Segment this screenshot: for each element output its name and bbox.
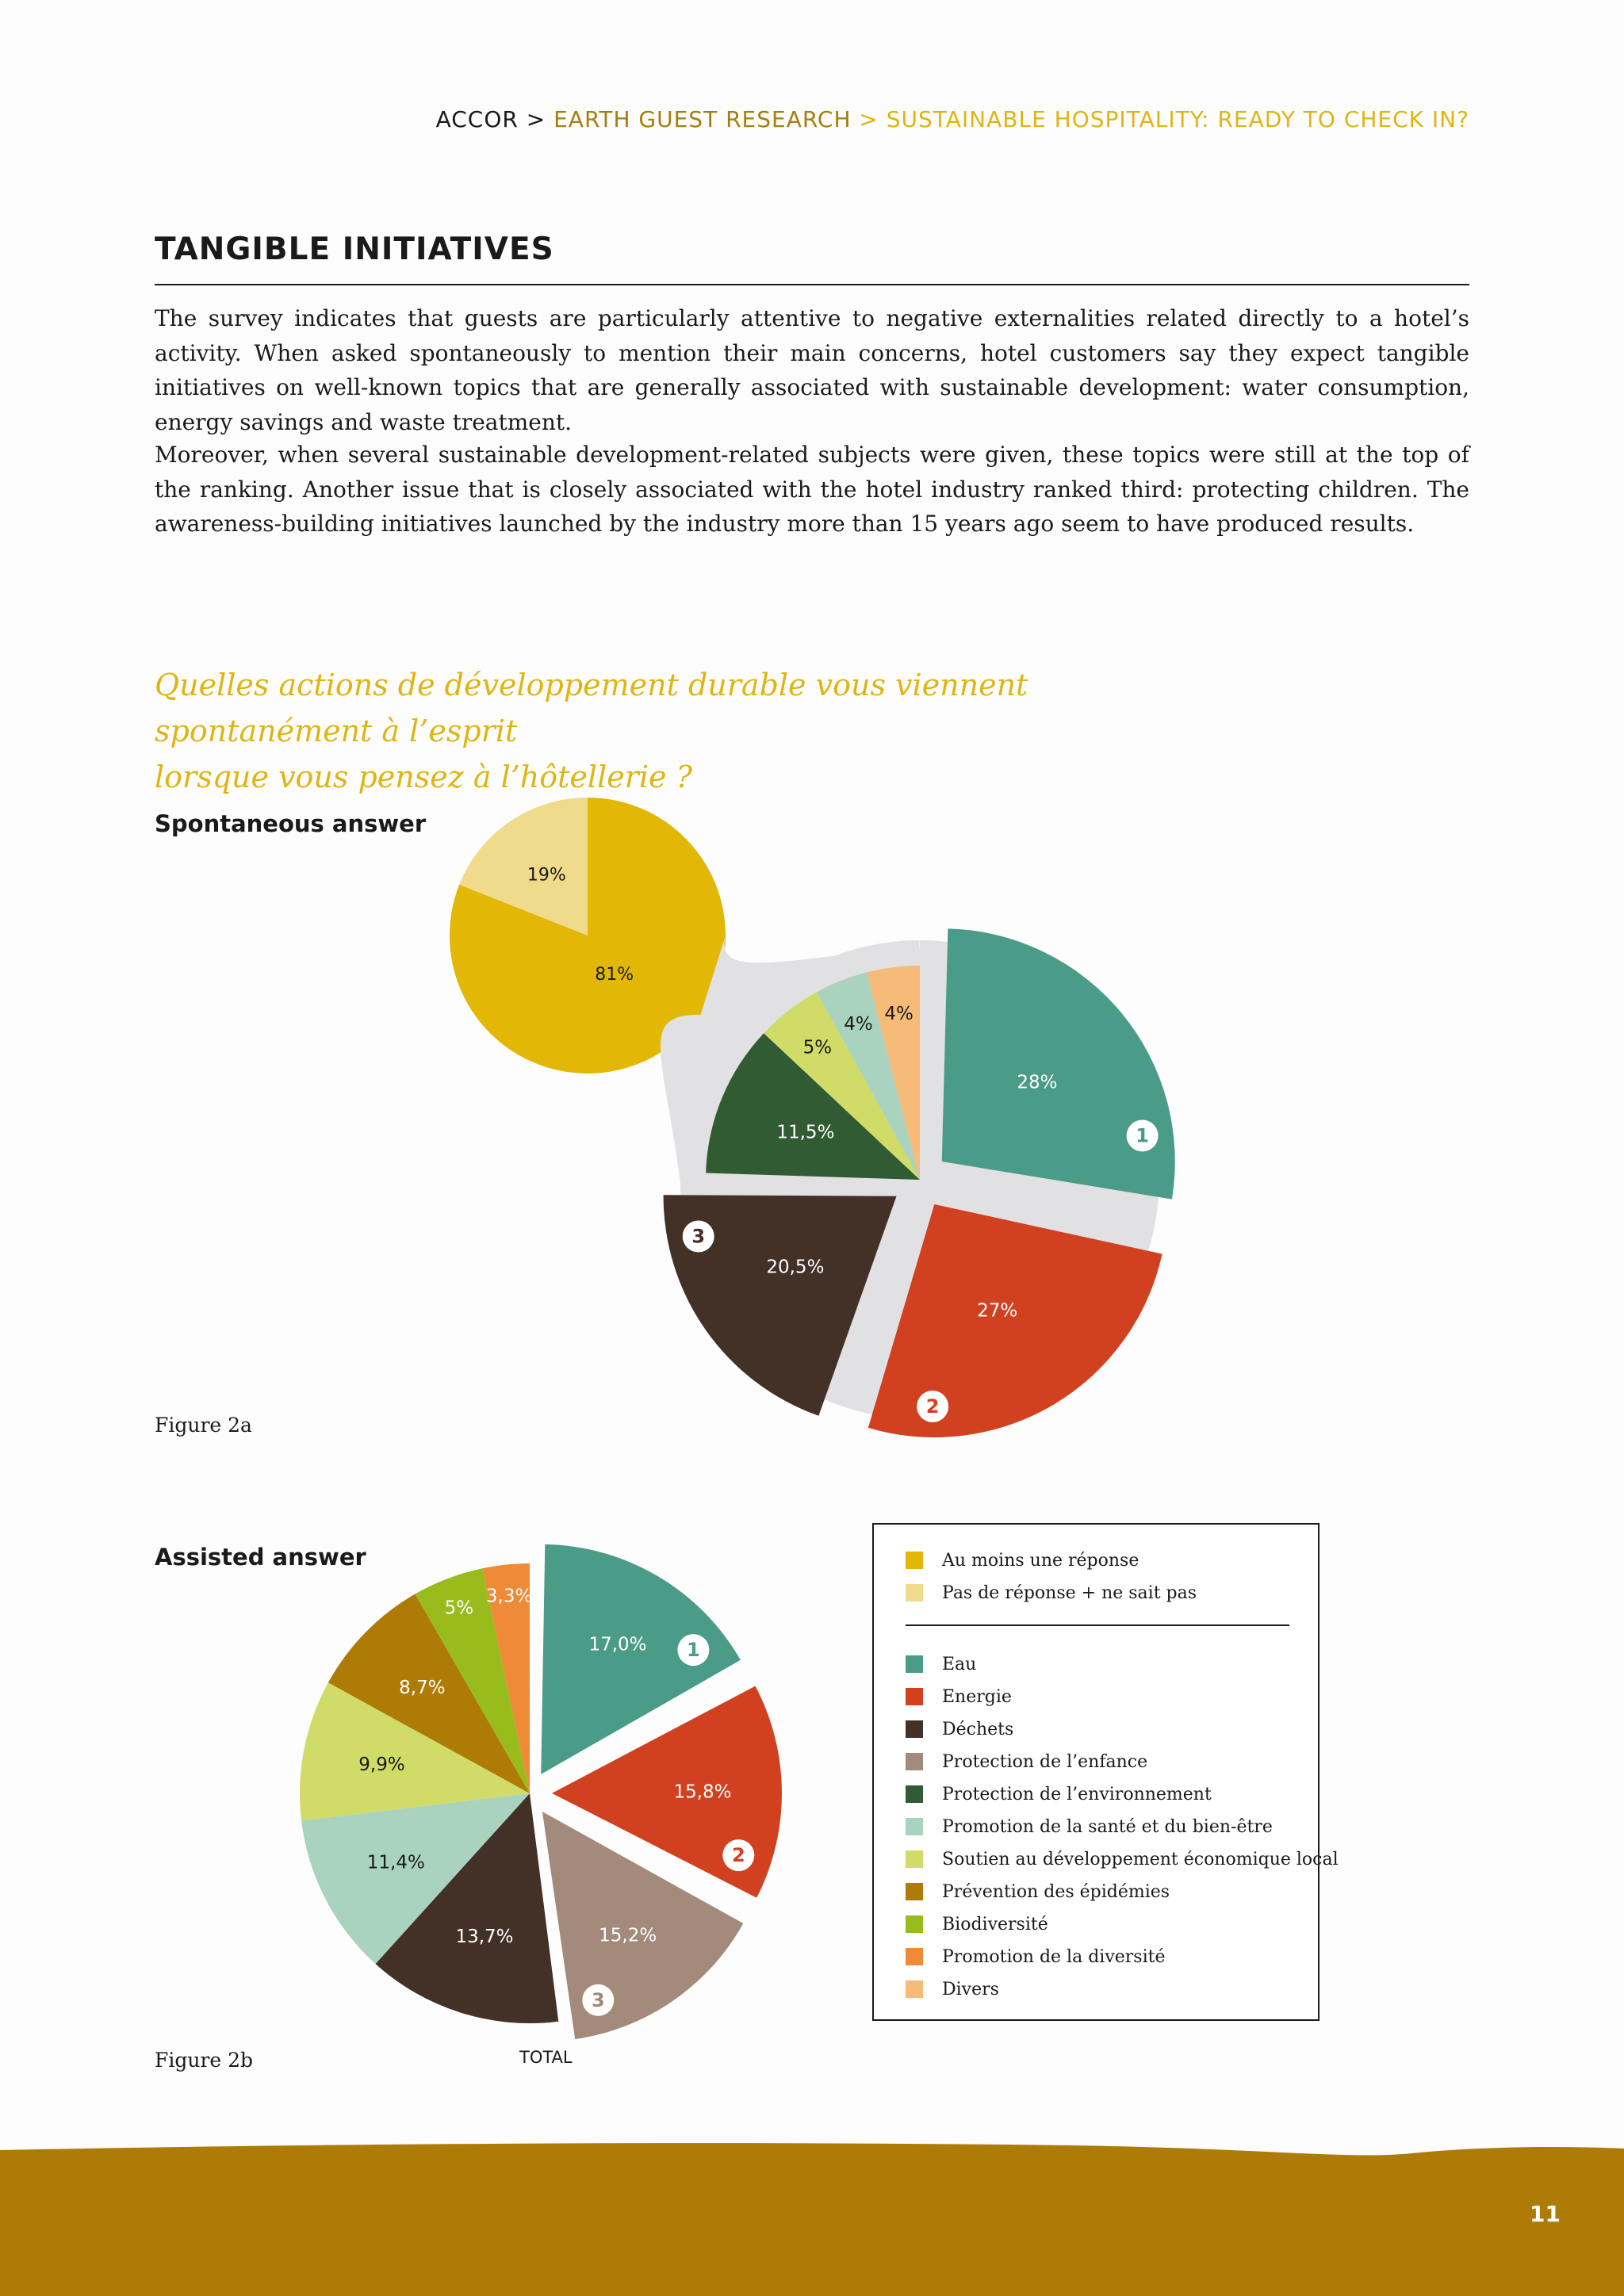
legend-swatch: [906, 1850, 923, 1868]
data-label-dechets: 20,5%: [766, 1257, 825, 1278]
legend-swatch: [906, 1552, 923, 1569]
legend-swatch: [906, 1785, 923, 1803]
pie-slice-eau: [942, 928, 1175, 1199]
rank-badge-3: 3: [691, 1225, 706, 1248]
legend-label: Pas de réponse + ne sait pas: [942, 1582, 1197, 1603]
data-label-biodiversite: 5%: [444, 1598, 474, 1619]
rank-badge-1: 1: [1136, 1124, 1149, 1147]
legend-swatch: [906, 1720, 923, 1738]
assisted-answer-label: Assisted answer: [155, 1544, 366, 1571]
breadcrumb-separator: >: [518, 106, 554, 132]
total-label: TOTAL: [519, 2048, 573, 2067]
legend-label: Prévention des épidémies: [942, 1881, 1170, 1902]
data-label-divers: 4%: [884, 1004, 914, 1025]
data-label-soutien-au-developpement-economique-local: 5%: [802, 1037, 833, 1058]
legend-item-eau: [906, 1652, 976, 1676]
spontaneous-answer-label: Spontaneous answer: [155, 810, 427, 837]
legend-label: Eau: [942, 1654, 977, 1674]
legend-label: Au moins une réponse: [942, 1550, 1139, 1571]
legend-label: Protection de l’enfance: [942, 1751, 1148, 1772]
footer-band: [0, 2141, 1624, 2296]
legend-swatch: [906, 1655, 923, 1673]
data-label-protection-de-l-enfance: 15,2%: [599, 1925, 657, 1946]
legend-item-protection-de-l-enfance: [906, 1750, 1147, 1774]
legend-label: Promotion de la santé et du bien-être: [942, 1816, 1273, 1837]
page-number: 11: [1530, 2201, 1561, 2227]
breadcrumb-accor[interactable]: ACCOR: [435, 106, 519, 132]
legend-item-au-moins-une-reponse: [906, 1548, 1139, 1572]
data-label-energie: 27%: [977, 1300, 1018, 1322]
legend-swatch: [906, 1818, 923, 1835]
data-label-protection-de-l-environnement: 11,5%: [776, 1122, 835, 1143]
legend-swatch: [906, 1688, 923, 1705]
data-label-eau: 17,0%: [588, 1634, 647, 1655]
legend-item-energie: [906, 1685, 1012, 1709]
legend-swatch: [906, 1883, 923, 1900]
legend-label: Déchets: [942, 1719, 1014, 1739]
data-label-au-moins-une-reponse: 81%: [595, 965, 634, 985]
legend-swatch: [906, 1753, 923, 1770]
legend-swatch: [906, 1980, 923, 1998]
breadcrumb-sustainable-hospitality[interactable]: SUSTAINABLE HOSPITALITY: READY TO CHECK IN?: [886, 106, 1469, 132]
survey-question-line-2: lorsque vous pensez à l’hôtellerie ?: [155, 760, 692, 794]
data-label-promotion-de-la-sante-et-du-bien-etre: 11,4%: [366, 1852, 425, 1873]
legend-label: Soutien au développement économique local: [942, 1849, 1339, 1869]
data-label-dechets: 13,7%: [455, 1927, 514, 1948]
chart-legend: [872, 1523, 1339, 2021]
data-label-promotion-de-la-sante-et-du-bien-etre: 4%: [844, 1014, 873, 1035]
legend-label: Energie: [942, 1686, 1012, 1707]
breadcrumb-separator: >: [851, 106, 887, 132]
legend-label: Divers: [942, 1979, 999, 1999]
data-label-eau: 28%: [1017, 1072, 1058, 1093]
rank-badge-2b-1: 1: [687, 1639, 700, 1662]
legend-label: Protection de l’environnement: [942, 1784, 1212, 1804]
legend-item-divers: [906, 1977, 999, 2001]
legend-item-protection-de-l-environnement: [906, 1782, 1212, 1806]
legend-swatch: [906, 1948, 923, 1965]
legend-label: Biodiversité: [942, 1914, 1048, 1934]
data-label-pas-de-reponse-ne-sait-pas: 19%: [527, 865, 566, 886]
data-label-soutien-au-developpement-economique-local: 9,9%: [358, 1754, 405, 1775]
legend-item-promotion-de-la-sante-et-du-bien-etre: [906, 1815, 1273, 1839]
legend-item-prevention-des-epidemies: [906, 1880, 1170, 1904]
legend-item-dechets: [906, 1717, 1013, 1741]
data-label-promotion-de-la-diversite: 3,3%: [485, 1586, 533, 1607]
legend-item-biodiversite: [906, 1912, 1048, 1936]
breadcrumb-earth-guest-research[interactable]: EARTH GUEST RESEARCH: [553, 106, 852, 132]
data-label-energie: 15,8%: [673, 1781, 732, 1803]
footer-wave: [0, 2143, 1624, 2296]
legend-item-pas-de-reponse-ne-sait-pas: [906, 1581, 1197, 1605]
legend-swatch: [906, 1584, 923, 1601]
legend-label: Promotion de la diversité: [942, 1946, 1166, 1967]
figure-2a-caption: Figure 2a: [155, 1414, 252, 1437]
data-label-prevention-des-epidemies: 8,7%: [399, 1677, 446, 1698]
ranking-paragraph: Moreover, when several sustainable development-related subjects were given, these topics were still at the top of the ranking. Another issue that is closely associated with the hotel industry ranked third: protecting children. The awareness-building initiatives launched by the industry more than 15 years ago seem to have produced results.: [155, 442, 1469, 537]
intro-paragraph: The survey indicates that guests are particularly attentive to negative externalities related directly to a hotel’s activity. When asked spontaneously to mention their main concerns, hotel customers say they expect tangible initiatives on well-known topics that are generally associated with sustainable development: water consumption, energy savings and waste treatment.: [155, 305, 1469, 435]
legend-item-soutien-au-developpement-economique-local: [906, 1847, 1339, 1871]
legend-swatch: [906, 1915, 923, 1933]
rank-badge-2b-2: 2: [731, 1844, 745, 1867]
rank-badge-2: 2: [925, 1395, 940, 1418]
legend-divider: [906, 1624, 1289, 1626]
rank-badge-2b-3: 3: [591, 1988, 605, 2011]
section-title: TANGIBLE INITIATIVES: [155, 232, 554, 267]
survey-question-line-1: Quelles actions de développement durable vous viennent spontanément à l’esprit: [155, 668, 1028, 748]
legend-item-promotion-de-la-diversite: [906, 1945, 1165, 1969]
figure-2b-caption: Figure 2b: [155, 2049, 254, 2072]
